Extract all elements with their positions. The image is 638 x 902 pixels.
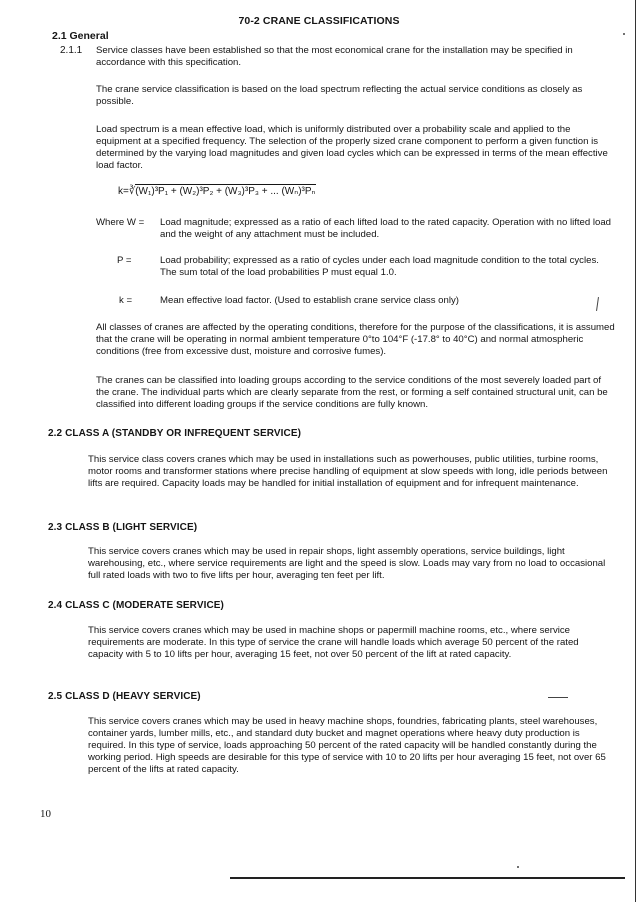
formula-body: (W₁)³P₁ + (W₂)³P₂ + (W₃)³P₃ + ... (Wₙ)³Pₙ xyxy=(135,186,316,197)
page-title: 70-2 CRANE CLASSIFICATIONS xyxy=(238,15,400,27)
cube-root-icon: ∛ xyxy=(128,186,136,197)
formula-lhs: k= xyxy=(118,186,129,197)
where-w-definition: Load magnitude; expressed as a ratio of each lifted load to the rated capacity. Operation with no lifted load and the weight of any attachment must be included. xyxy=(160,217,612,240)
section-2-3-heading: 2.3 CLASS B (LIGHT SERVICE) xyxy=(48,522,198,533)
where-p-definition: Load probability; expressed as a ratio of cycles under each load magnitude condition to the total cycles. The sum total of the load probabilities P must equal 1.0. xyxy=(160,255,599,278)
section-2-2-heading: 2.2 CLASS A (STANDBY OR INFREQUENT SERVICE) xyxy=(48,428,302,439)
clause-number: 2.1.1 xyxy=(60,45,83,56)
scan-speck xyxy=(623,33,625,35)
where-k-definition: Mean effective load factor. (Used to establish crane service class only) xyxy=(160,295,459,306)
section-2-5-text: This service covers cranes which may be used in heavy machine shops, foundries, fabricating plants, steel warehouses, container yards, lumber mills, etc., and standard duty bucket and magnet operations where heavy duty production is required. In this type of service, loads approaching 50 percent of the rated capacity will be handled constantly during the working period. High speeds are desirable for this type of service with 10 to 20 lifts per hour averaging 15 feet, not over 65 percent of the lifts at rated capacity. xyxy=(88,716,606,775)
where-k-label: k = xyxy=(119,295,133,306)
paragraph-classification-basis: The crane service classification is based on the load spectrum reflecting the actual service conditions as closely as possible. xyxy=(96,84,583,107)
section-2-2-text: This service class covers cranes which may be used in installations such as powerhouses, public utilities, turbine rooms, motor rooms and transformer stations where precise handling of equipment at slow speeds with long, idle periods between lifts are required. Capacity loads may be handled for initial installation of equipment and for infrequent maintenance. xyxy=(88,454,608,489)
paragraph-service-classes: Service classes have been established so that the most economical crane for the installation may be specified in accordance with this specification. xyxy=(96,45,573,68)
scan-edge-line xyxy=(635,0,636,902)
scan-mark xyxy=(596,297,599,311)
where-w-label: Where W = xyxy=(96,217,145,228)
paragraph-load-spectrum: Load spectrum is a mean effective load, which is uniformly distributed over a probability scale and applied to the equipment at a specified frequency. The selection of the properly sized crane component to perform a given function is determined by the varying load magnitudes and given load cycles which can be expressed in terms of the mean effective load factor. xyxy=(96,124,608,171)
where-p-label: P = xyxy=(117,255,132,266)
page-number: 10 xyxy=(40,808,51,820)
scan-speck xyxy=(517,866,519,868)
section-2-3-text: This service covers cranes which may be used in repair shops, light assembly operations, service buildings, light warehousing, etc., where service requirements are light and the speed is slow. Loads may vary from no load to occasional full rated loads with two to five lifts per hour, averaging ten feet per lift. xyxy=(88,546,606,581)
section-2-5-heading: 2.5 CLASS D (HEAVY SERVICE) xyxy=(48,691,201,702)
section-2-4-heading: 2.4 CLASS C (MODERATE SERVICE) xyxy=(48,600,224,611)
section-2-1-heading: 2.1 General xyxy=(52,30,109,42)
footer-rule xyxy=(230,877,625,879)
load-factor-formula xyxy=(118,186,316,197)
scan-mark xyxy=(548,697,568,698)
section-2-4-text: This service covers cranes which may be used in machine shops or papermill machine rooms, etc., where service requirements are moderate. In this type of service the crane will handle loads which average 50 percent of the rated capacity with 5 to 10 lifts per hour, averaging 15 feet, not over 50 percent of the lift at rated capacity. xyxy=(88,625,579,660)
paragraph-operating-conditions: All classes of cranes are affected by the operating conditions, therefore for the purpose of the classifications, it is assumed that the crane will be operating in normal ambient temperature 0°to 104°F (-17.8° to 40°C) and normal atmospheric conditions (free from excessive dust, moisture and corrosive fumes). xyxy=(96,322,615,357)
paragraph-loading-groups: The cranes can be classified into loading groups according to the service conditions of the most severely loaded part of the crane. The individual parts which are clearly separate from the rest, or forming a self contained structural unit, can be classified into different loading groups if the service conditions are fully known. xyxy=(96,375,608,410)
